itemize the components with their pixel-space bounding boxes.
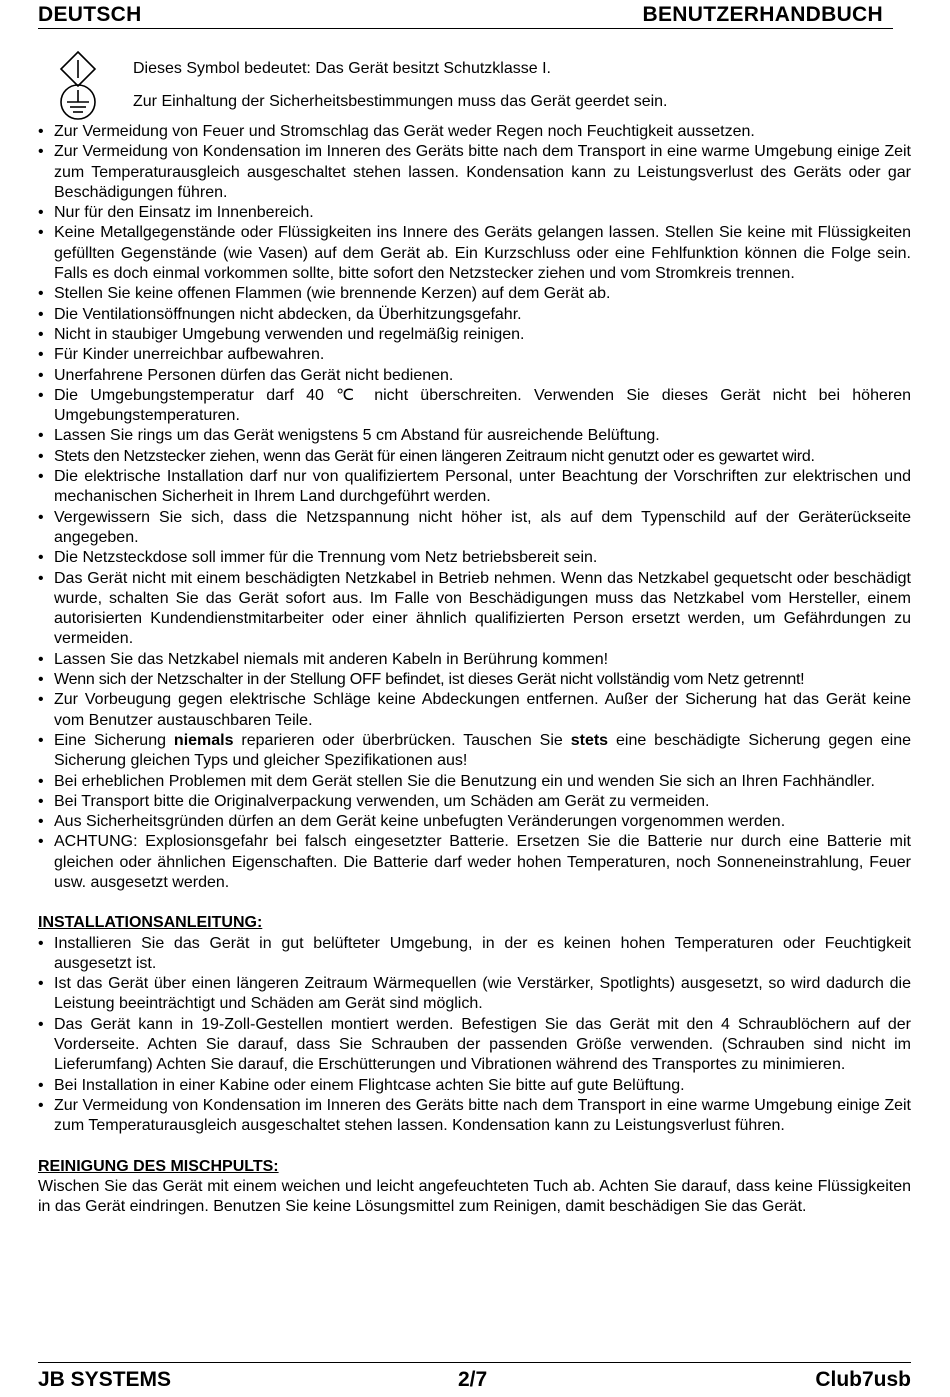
list-item: • Stets den Netzstecker ziehen, wenn das Gerät für einen längeren Zeitraum nicht genutzt oder es gewartet wird. <box>38 447 911 467</box>
header-language: DEUTSCH <box>38 3 142 26</box>
list-item: • Bei erheblichen Problemen mit dem Gerät stellen Sie die Benutzung ein und wenden Sie sich an Ihren Fachhändler. <box>38 772 911 792</box>
list-item: • Das Gerät kann in 19-Zoll-Gestellen montiert werden. Befestigen Sie das Gerät mit den 4 Schraublöchern auf der Vorderseite. Achten Sie darauf, dass Sie Schrauben der passenden Größe verwenden. (Schrauben sind nicht im Lieferumfang) Achten Sie darauf, die Erschütterungen und Vibrationen während des Transportes zu minimieren. <box>38 1015 911 1076</box>
list-item: • Zur Vermeidung von Kondensation im Inneren des Geräts bitte nach dem Transport in eine warme Umgebung einige Zeit zum Temperaturausgleich ausgeschaltet stehen lassen. Kondensation kann zu Leistungsverlust des Geräts oder gar Beschädigungen führen. <box>38 142 911 203</box>
symbol-legend <box>38 54 908 120</box>
fuse-bold-always: stets <box>570 731 609 749</box>
list-item: • ACHTUNG: Explosionsgefahr bei falsch eingesetzter Batterie. Ersetzen Sie die Batterie nur durch eine Batterie mit gleichen oder ähnlichen Eigenschaften. Die Batterie darf weder hohen Temperaturen, noch Sonneneinstrahlung, Feuer usw. ausgesetzt werden. <box>38 832 911 893</box>
list-item-fuse <box>38 731 911 772</box>
page-header <box>38 2 893 29</box>
list-item: • Lassen Sie rings um das Gerät wenigstens 5 cm Abstand für ausreichende Belüftung. <box>38 426 911 446</box>
list-item: • Zur Vermeidung von Kondensation im Inneren des Geräts bitte nach dem Transport in eine warme Umgebung einige Zeit zum Temperaturausgleich ausgeschaltet stehen lassen. Kondensation kann zu Leistungsverlust führen. <box>38 1096 911 1137</box>
list-item: • Ist das Gerät über einen längeren Zeitraum Wärmequellen (wie Verstärker, Spotlights) ausgesetzt, so wird dadurch die Leistung beeinträchtigt und Schäden am Gerät sind möglich. <box>38 974 911 1015</box>
list-item: • Lassen Sie das Netzkabel niemals mit anderen Kabeln in Berührung kommen! <box>38 650 911 670</box>
list-item: • Installieren Sie das Gerät in gut belüfteter Umgebung, in der es keinen hohen Temperaturen oder Feuchtigkeit ausgesetzt ist. <box>38 934 911 975</box>
list-item: • Stellen Sie keine offenen Flammen (wie brennende Kerzen) auf dem Gerät ab. <box>38 284 911 304</box>
list-item: • Zur Vermeidung von Feuer und Stromschlag das Gerät weder Regen noch Feuchtigkeit aussetzen. <box>38 122 911 142</box>
list-item: • Nur für den Einsatz im Innenbereich. <box>38 203 911 223</box>
earth-ground-icon <box>58 83 98 121</box>
fuse-text-2: reparieren oder überbrücken. Tauschen Sie <box>233 731 571 749</box>
list-item: • Die Umgebungstemperatur darf 40 ℃ nicht überschreiten. Verwenden Sie dieses Gerät nicht bei höheren Umgebungstemperaturen. <box>38 386 911 427</box>
list-item: • Vergewissern Sie sich, dass die Netzspannung nicht höher ist, als auf dem Typenschild auf der Geräterückseite angegeben. <box>38 508 911 549</box>
list-item: • Bei Installation in einer Kabine oder einem Flightcase achten Sie bitte auf gute Belüftung. <box>38 1076 911 1096</box>
list-item: • Die elektrische Installation darf nur von qualifiziertem Personal, unter Beachtung der Vorschriften zur elektrischen und mechanischen Sicherheit in Ihrem Land durchgeführt werden. <box>38 467 911 508</box>
cleaning-text: Wischen Sie das Gerät mit einem weichen und leicht angefeuchteten Tuch ab. Achten Sie darauf, dass keine Flüssigkeiten in das Gerät eindringen. Benutzen Sie keine Lösungsmittel zum Reinigen, damit beschädigen Sie das Gerät. <box>38 1177 911 1216</box>
fuse-text-3: eine beschädigte Sicherung gegen eine Sicherung gleichen Typs und gleicher Spezifikationen aus! <box>54 731 912 770</box>
installation-list <box>38 934 911 1137</box>
fuse-bold-never: niemals <box>173 731 234 749</box>
list-item: • Die Ventilationsöffnungen nicht abdecken, da Überhitzungsgefahr. <box>38 305 911 325</box>
cleaning-heading: REINIGUNG DES MISCHPULTS: <box>38 1157 279 1175</box>
installation-heading: INSTALLATIONSANLEITUNG: <box>38 914 263 932</box>
safety-list <box>38 122 911 893</box>
header-title: BENUTZERHANDBUCH <box>642 3 883 26</box>
footer-model: Club7usb <box>815 1368 911 1391</box>
list-item: • Unerfahrene Personen dürfen das Gerät nicht bedienen. <box>38 366 911 386</box>
manual-content <box>38 122 911 1217</box>
symbol-row-earth <box>38 87 908 120</box>
list-item: • Zur Vorbeugung gegen elektrische Schläge keine Abdeckungen entfernen. Außer der Sicherung hat das Gerät keine vom Benutzer austauschbaren Teile. <box>38 690 911 731</box>
fuse-text-1: Eine Sicherung <box>54 731 174 749</box>
footer-page-number: 2/7 <box>458 1368 488 1391</box>
list-item: • Bei Transport bitte die Originalverpackung verwenden, um Schäden am Gerät zu vermeiden. <box>38 792 911 812</box>
list-item: • Keine Metallgegenstände oder Flüssigkeiten ins Innere des Geräts gelangen lassen. Stellen Sie keine mit Flüssigkeiten gefüllten Gegenstände (wie Vasen) auf dem Gerät ab. Ein Kurzschluss oder eine Fehlfunktion können die Folge sein. Falls es doch einmal vorkommen sollte, bitte sofort den Netzstecker ziehen und vom Stromkreis trennen. <box>38 223 911 284</box>
symbol-earth-text: Zur Einhaltung der Sicherheitsbestimmungen muss das Gerät geerdet sein. <box>133 93 668 110</box>
list-item: • Das Gerät nicht mit einem beschädigten Netzkabel in Betrieb nehmen. Wenn das Netzkabel gequetscht oder beschädigt wurde, schalten Sie das Gerät sofort aus. Im Falle von Beschädigungen muss das Netzkabel vom Hersteller, einem autorisierten Kundendienstmitarbeiter oder einer ähnlich qualifizierten Person ersetzt werden, um Gefährdungen zu vermeiden. <box>38 569 911 650</box>
symbol-class-1-text: Dieses Symbol bedeutet: Das Gerät besitzt Schutzklasse I. <box>133 60 551 77</box>
list-item: • Aus Sicherheitsgründen dürfen an dem Gerät keine unbefugten Veränderungen vorgenommen werden. <box>38 812 911 832</box>
list-item: • Für Kinder unerreichbar aufbewahren. <box>38 345 911 365</box>
symbol-row-class-1 <box>38 54 908 87</box>
footer-brand: JB SYSTEMS <box>38 1368 172 1391</box>
page-footer <box>38 1362 911 1393</box>
list-item: • Die Netzsteckdose soll immer für die Trennung vom Netz betriebsbereit sein. <box>38 548 911 568</box>
list-item: • Nicht in staubiger Umgebung verwenden und regelmäßig reinigen. <box>38 325 911 345</box>
list-item: • Wenn sich der Netzschalter in der Stellung OFF befindet, ist dieses Gerät nicht vollständig vom Netz getrennt! <box>38 670 911 690</box>
